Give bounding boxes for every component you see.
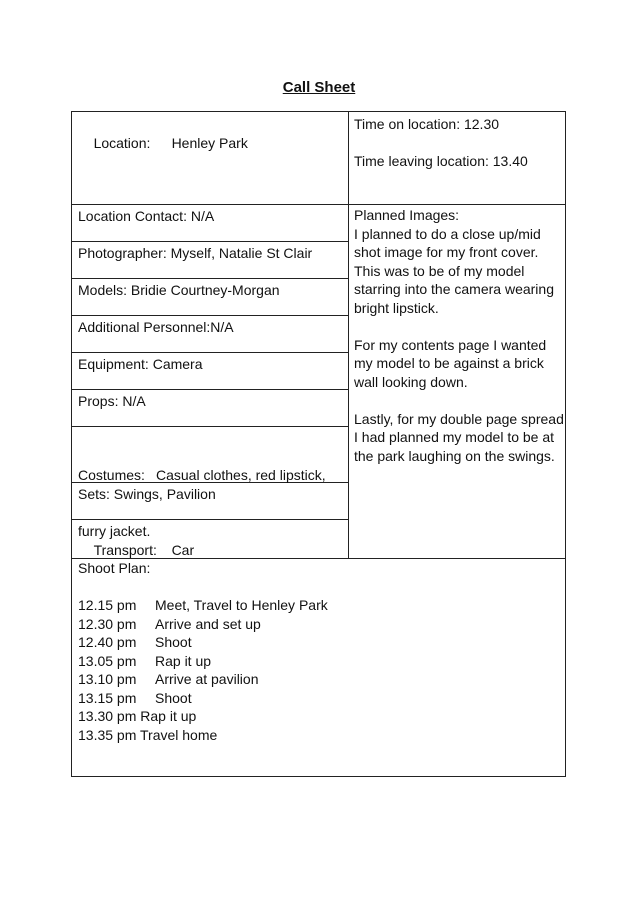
- schedule-row: [78, 615, 558, 634]
- schedule-activity: Rap it up: [155, 652, 212, 669]
- schedule-time: 12.40 pm: [78, 634, 137, 650]
- planned-images-paragraph: For my contents page I wanted my model to be against a brick wall looking down.: [354, 336, 547, 390]
- transport-value: Car: [171, 541, 195, 558]
- time-leaving-location: Time leaving location: 13.40: [354, 153, 528, 169]
- call-sheet-table: [71, 111, 566, 777]
- schedule-line: 13.35 pm Travel home: [78, 726, 218, 743]
- location-value: Henley Park: [171, 134, 248, 151]
- location-contact: Location Contact: N/A: [78, 208, 215, 224]
- schedule-time: 13.05 pm: [78, 652, 137, 669]
- time-on-location: Time on location: 12.30: [354, 116, 500, 132]
- costumes-value: Casual clothes, red lipstick,: [156, 467, 326, 483]
- row-divider: [72, 315, 348, 316]
- schedule-activity: Shoot: [155, 634, 192, 650]
- schedule-time: 13.10 pm: [78, 671, 137, 687]
- sets: Sets: Swings, Pavilion: [78, 486, 216, 502]
- shoot-plan-heading: Shoot Plan:: [78, 560, 151, 576]
- schedule-time: 13.15 pm: [78, 689, 137, 706]
- planned-images-paragraph: I planned to do a close up/mid shot image for my front cover. This was to be of my model starring into the camera wearing bright lipstick.: [354, 225, 554, 316]
- costumes-label: Costumes:: [78, 467, 145, 483]
- shoot-plan: [78, 559, 558, 744]
- planned-images-heading: Planned Images:: [354, 207, 460, 223]
- props: Props: N/A: [78, 393, 146, 409]
- location-label: Location:: [93, 134, 151, 151]
- schedule-time: 12.15 pm: [78, 597, 137, 613]
- transport-label: Transport:: [93, 541, 157, 558]
- schedule-row: [78, 652, 558, 671]
- schedule-activity: Arrive and set up: [155, 615, 261, 632]
- schedule-row: [78, 689, 558, 708]
- schedule-activity: Meet, Travel to Henley Park: [155, 597, 328, 613]
- page-title: Call Sheet: [282, 79, 356, 96]
- row-divider: [72, 278, 348, 279]
- schedule-row: [78, 596, 558, 615]
- schedule-row: [78, 670, 558, 689]
- schedule-line: 13.30 pm Rap it up: [78, 708, 197, 724]
- planned-images: [354, 206, 564, 484]
- costumes-continuation: furry jacket.: [78, 522, 151, 539]
- row-divider: [72, 241, 348, 242]
- schedule-activity: Shoot: [155, 689, 192, 706]
- column-divider: [348, 112, 349, 558]
- schedule-activity: Arrive at pavilion: [155, 671, 259, 687]
- schedule-time: 12.30 pm: [78, 615, 137, 632]
- row-divider: [72, 352, 348, 353]
- schedule-row: [78, 633, 558, 652]
- row-divider: [72, 204, 565, 205]
- additional-personnel: Additional Personnel:N/A: [78, 319, 234, 335]
- models: Models: Bridie Courtney-Morgan: [78, 282, 280, 298]
- row-divider: [72, 389, 348, 390]
- equipment: Equipment: Camera: [78, 356, 203, 372]
- location-cell: [78, 115, 248, 171]
- row-divider: [72, 426, 348, 427]
- photographer: Photographer: Myself, Natalie St Clair: [78, 245, 313, 261]
- planned-images-paragraph: Lastly, for my double page spread I had planned my model to be at the park laughing on the swings.: [354, 410, 564, 464]
